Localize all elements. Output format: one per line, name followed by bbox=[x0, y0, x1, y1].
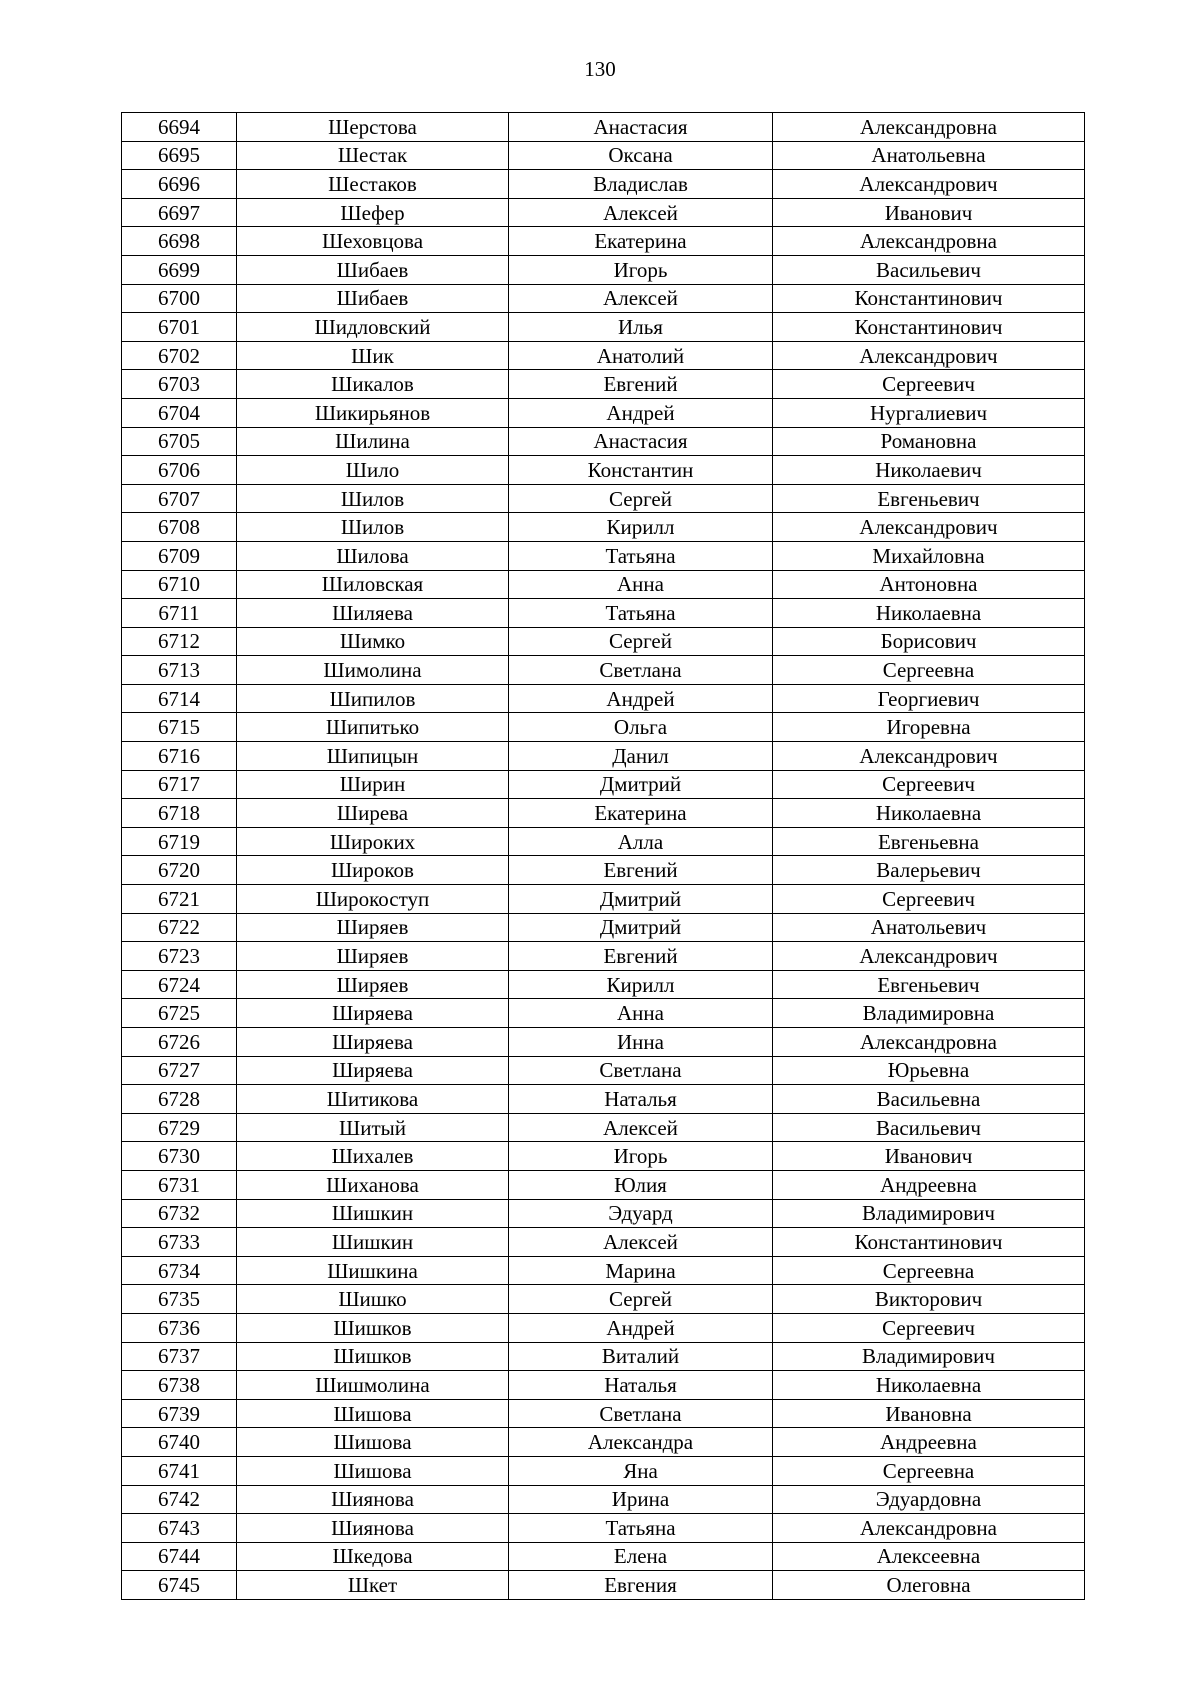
first-name-cell: Наталья bbox=[509, 1085, 773, 1114]
last-name-cell: Шидловский bbox=[237, 313, 509, 342]
last-name-cell: Широкоступ bbox=[237, 885, 509, 914]
patronymic-cell: Иванович bbox=[773, 1142, 1085, 1171]
last-name-cell: Ширяев bbox=[237, 970, 509, 999]
first-name-cell: Кирилл bbox=[509, 970, 773, 999]
patronymic-cell: Сергеевич bbox=[773, 370, 1085, 399]
patronymic-cell: Сергеевич bbox=[773, 885, 1085, 914]
last-name-cell: Шило bbox=[237, 456, 509, 485]
last-name-cell: Шипицын bbox=[237, 742, 509, 771]
first-name-cell: Владислав bbox=[509, 170, 773, 199]
patronymic-cell: Александрович bbox=[773, 513, 1085, 542]
patronymic-cell: Николаевич bbox=[773, 456, 1085, 485]
first-name-cell: Игорь bbox=[509, 1142, 773, 1171]
last-name-cell: Шиханова bbox=[237, 1170, 509, 1199]
row-number-cell: 6714 bbox=[122, 684, 237, 713]
last-name-cell: Шилова bbox=[237, 541, 509, 570]
first-name-cell: Сергей bbox=[509, 627, 773, 656]
last-name-cell: Шишкин bbox=[237, 1199, 509, 1228]
patronymic-cell: Александрович bbox=[773, 341, 1085, 370]
first-name-cell: Анатолий bbox=[509, 341, 773, 370]
first-name-cell: Сергей bbox=[509, 1285, 773, 1314]
table-row bbox=[122, 1028, 1085, 1057]
first-name-cell: Евгений bbox=[509, 856, 773, 885]
last-name-cell: Шипитько bbox=[237, 713, 509, 742]
last-name-cell: Ширин bbox=[237, 770, 509, 799]
patronymic-cell: Сергеевич bbox=[773, 1313, 1085, 1342]
row-number-cell: 6717 bbox=[122, 770, 237, 799]
row-number-cell: 6735 bbox=[122, 1285, 237, 1314]
last-name-cell: Шестак bbox=[237, 141, 509, 170]
row-number-cell: 6738 bbox=[122, 1371, 237, 1400]
last-name-cell: Шиянова bbox=[237, 1485, 509, 1514]
table-row bbox=[122, 313, 1085, 342]
first-name-cell: Светлана bbox=[509, 1056, 773, 1085]
last-name-cell: Шкедова bbox=[237, 1542, 509, 1571]
table-row bbox=[122, 198, 1085, 227]
table-row bbox=[122, 255, 1085, 284]
patronymic-cell: Владимирович bbox=[773, 1199, 1085, 1228]
row-number-cell: 6694 bbox=[122, 113, 237, 142]
names-table-body bbox=[122, 113, 1085, 1600]
patronymic-cell: Васильевна bbox=[773, 1085, 1085, 1114]
patronymic-cell: Андреевна bbox=[773, 1170, 1085, 1199]
row-number-cell: 6739 bbox=[122, 1399, 237, 1428]
first-name-cell: Константин bbox=[509, 456, 773, 485]
first-name-cell: Дмитрий bbox=[509, 885, 773, 914]
row-number-cell: 6713 bbox=[122, 656, 237, 685]
patronymic-cell: Анатольевна bbox=[773, 141, 1085, 170]
table-row bbox=[122, 513, 1085, 542]
patronymic-cell: Александровна bbox=[773, 1028, 1085, 1057]
patronymic-cell: Николаевна bbox=[773, 1371, 1085, 1400]
table-row bbox=[122, 856, 1085, 885]
last-name-cell: Ширяева bbox=[237, 1056, 509, 1085]
row-number-cell: 6705 bbox=[122, 427, 237, 456]
table-row bbox=[122, 113, 1085, 142]
table-row bbox=[122, 341, 1085, 370]
table-row bbox=[122, 999, 1085, 1028]
patronymic-cell: Александровна bbox=[773, 113, 1085, 142]
first-name-cell: Евгения bbox=[509, 1571, 773, 1600]
table-row bbox=[122, 1342, 1085, 1371]
table-row bbox=[122, 1085, 1085, 1114]
first-name-cell: Екатерина bbox=[509, 227, 773, 256]
table-row bbox=[122, 484, 1085, 513]
table-row bbox=[122, 284, 1085, 313]
patronymic-cell: Александровна bbox=[773, 227, 1085, 256]
row-number-cell: 6710 bbox=[122, 570, 237, 599]
first-name-cell: Евгений bbox=[509, 370, 773, 399]
table-row bbox=[122, 370, 1085, 399]
first-name-cell: Яна bbox=[509, 1456, 773, 1485]
row-number-cell: 6704 bbox=[122, 398, 237, 427]
table-row bbox=[122, 599, 1085, 628]
patronymic-cell: Николаевна bbox=[773, 799, 1085, 828]
first-name-cell: Андрей bbox=[509, 1313, 773, 1342]
row-number-cell: 6715 bbox=[122, 713, 237, 742]
row-number-cell: 6718 bbox=[122, 799, 237, 828]
table-row bbox=[122, 1313, 1085, 1342]
patronymic-cell: Васильевич bbox=[773, 1113, 1085, 1142]
table-row bbox=[122, 770, 1085, 799]
first-name-cell: Наталья bbox=[509, 1371, 773, 1400]
row-number-cell: 6708 bbox=[122, 513, 237, 542]
first-name-cell: Дмитрий bbox=[509, 770, 773, 799]
table-row bbox=[122, 1056, 1085, 1085]
table-row bbox=[122, 570, 1085, 599]
row-number-cell: 6736 bbox=[122, 1313, 237, 1342]
row-number-cell: 6722 bbox=[122, 913, 237, 942]
patronymic-cell: Георгиевич bbox=[773, 684, 1085, 713]
last-name-cell: Ширяев bbox=[237, 942, 509, 971]
last-name-cell: Шиляева bbox=[237, 599, 509, 628]
table-row bbox=[122, 1571, 1085, 1600]
table-row bbox=[122, 799, 1085, 828]
last-name-cell: Шимолина bbox=[237, 656, 509, 685]
last-name-cell: Ширяев bbox=[237, 913, 509, 942]
row-number-cell: 6703 bbox=[122, 370, 237, 399]
first-name-cell: Алексей bbox=[509, 1113, 773, 1142]
last-name-cell: Ширяева bbox=[237, 999, 509, 1028]
table-row bbox=[122, 1399, 1085, 1428]
table-row bbox=[122, 456, 1085, 485]
row-number-cell: 6733 bbox=[122, 1228, 237, 1257]
last-name-cell: Шикирьянов bbox=[237, 398, 509, 427]
last-name-cell: Шеховцова bbox=[237, 227, 509, 256]
row-number-cell: 6737 bbox=[122, 1342, 237, 1371]
last-name-cell: Шишков bbox=[237, 1342, 509, 1371]
first-name-cell: Данил bbox=[509, 742, 773, 771]
patronymic-cell: Юрьевна bbox=[773, 1056, 1085, 1085]
row-number-cell: 6731 bbox=[122, 1170, 237, 1199]
last-name-cell: Шиянова bbox=[237, 1514, 509, 1543]
last-name-cell: Широких bbox=[237, 827, 509, 856]
table-row bbox=[122, 1456, 1085, 1485]
last-name-cell: Шипилов bbox=[237, 684, 509, 713]
row-number-cell: 6695 bbox=[122, 141, 237, 170]
row-number-cell: 6734 bbox=[122, 1256, 237, 1285]
table-row bbox=[122, 942, 1085, 971]
row-number-cell: 6723 bbox=[122, 942, 237, 971]
table-row bbox=[122, 1371, 1085, 1400]
row-number-cell: 6724 bbox=[122, 970, 237, 999]
table-row bbox=[122, 427, 1085, 456]
page-number: 130 bbox=[584, 57, 616, 81]
table-row bbox=[122, 1485, 1085, 1514]
row-number-cell: 6712 bbox=[122, 627, 237, 656]
row-number-cell: 6726 bbox=[122, 1028, 237, 1057]
row-number-cell: 6721 bbox=[122, 885, 237, 914]
patronymic-cell: Алексеевна bbox=[773, 1542, 1085, 1571]
table-row bbox=[122, 1228, 1085, 1257]
first-name-cell: Юлия bbox=[509, 1170, 773, 1199]
first-name-cell: Сергей bbox=[509, 484, 773, 513]
last-name-cell: Шик bbox=[237, 341, 509, 370]
last-name-cell: Шикалов bbox=[237, 370, 509, 399]
first-name-cell: Евгений bbox=[509, 942, 773, 971]
patronymic-cell: Борисович bbox=[773, 627, 1085, 656]
table-row bbox=[122, 227, 1085, 256]
patronymic-cell: Николаевна bbox=[773, 599, 1085, 628]
table-row bbox=[122, 742, 1085, 771]
patronymic-cell: Константинович bbox=[773, 1228, 1085, 1257]
table-row bbox=[122, 1256, 1085, 1285]
last-name-cell: Шишков bbox=[237, 1313, 509, 1342]
names-table bbox=[121, 112, 1085, 1600]
patronymic-cell: Александрович bbox=[773, 170, 1085, 199]
patronymic-cell: Анатольевич bbox=[773, 913, 1085, 942]
first-name-cell: Алексей bbox=[509, 198, 773, 227]
last-name-cell: Шимко bbox=[237, 627, 509, 656]
first-name-cell: Ольга bbox=[509, 713, 773, 742]
patronymic-cell: Владимирович bbox=[773, 1342, 1085, 1371]
row-number-cell: 6740 bbox=[122, 1428, 237, 1457]
last-name-cell: Шкет bbox=[237, 1571, 509, 1600]
first-name-cell: Анастасия bbox=[509, 113, 773, 142]
patronymic-cell: Евгеньевич bbox=[773, 484, 1085, 513]
row-number-cell: 6728 bbox=[122, 1085, 237, 1114]
last-name-cell: Широков bbox=[237, 856, 509, 885]
patronymic-cell: Евгеньевна bbox=[773, 827, 1085, 856]
patronymic-cell: Константинович bbox=[773, 284, 1085, 313]
last-name-cell: Шишмолина bbox=[237, 1371, 509, 1400]
patronymic-cell: Андреевна bbox=[773, 1428, 1085, 1457]
row-number-cell: 6725 bbox=[122, 999, 237, 1028]
last-name-cell: Шилов bbox=[237, 513, 509, 542]
last-name-cell: Шихалев bbox=[237, 1142, 509, 1171]
patronymic-cell: Сергеевна bbox=[773, 1256, 1085, 1285]
last-name-cell: Шефер bbox=[237, 198, 509, 227]
row-number-cell: 6729 bbox=[122, 1113, 237, 1142]
patronymic-cell: Ивановна bbox=[773, 1399, 1085, 1428]
first-name-cell: Татьяна bbox=[509, 541, 773, 570]
first-name-cell: Екатерина bbox=[509, 799, 773, 828]
patronymic-cell: Александровна bbox=[773, 1514, 1085, 1543]
first-name-cell: Алла bbox=[509, 827, 773, 856]
row-number-cell: 6716 bbox=[122, 742, 237, 771]
row-number-cell: 6697 bbox=[122, 198, 237, 227]
table-row bbox=[122, 713, 1085, 742]
row-number-cell: 6700 bbox=[122, 284, 237, 313]
first-name-cell: Дмитрий bbox=[509, 913, 773, 942]
last-name-cell: Шишова bbox=[237, 1456, 509, 1485]
first-name-cell: Татьяна bbox=[509, 1514, 773, 1543]
last-name-cell: Шерстова bbox=[237, 113, 509, 142]
table-row bbox=[122, 1113, 1085, 1142]
table-row bbox=[122, 684, 1085, 713]
patronymic-cell: Владимировна bbox=[773, 999, 1085, 1028]
last-name-cell: Шибаев bbox=[237, 255, 509, 284]
row-number-cell: 6742 bbox=[122, 1485, 237, 1514]
last-name-cell: Шиловская bbox=[237, 570, 509, 599]
patronymic-cell: Васильевич bbox=[773, 255, 1085, 284]
row-number-cell: 6732 bbox=[122, 1199, 237, 1228]
first-name-cell: Ирина bbox=[509, 1485, 773, 1514]
patronymic-cell: Сергеевна bbox=[773, 1456, 1085, 1485]
table-row bbox=[122, 1199, 1085, 1228]
row-number-cell: 6701 bbox=[122, 313, 237, 342]
row-number-cell: 6699 bbox=[122, 255, 237, 284]
last-name-cell: Ширева bbox=[237, 799, 509, 828]
row-number-cell: 6727 bbox=[122, 1056, 237, 1085]
patronymic-cell: Игоревна bbox=[773, 713, 1085, 742]
first-name-cell: Светлана bbox=[509, 656, 773, 685]
patronymic-cell: Михайловна bbox=[773, 541, 1085, 570]
patronymic-cell: Сергеевич bbox=[773, 770, 1085, 799]
table-row bbox=[122, 627, 1085, 656]
first-name-cell: Анастасия bbox=[509, 427, 773, 456]
row-number-cell: 6743 bbox=[122, 1514, 237, 1543]
first-name-cell: Татьяна bbox=[509, 599, 773, 628]
first-name-cell: Андрей bbox=[509, 398, 773, 427]
last-name-cell: Шишова bbox=[237, 1428, 509, 1457]
table-row bbox=[122, 1514, 1085, 1543]
table-row bbox=[122, 913, 1085, 942]
table-row bbox=[122, 827, 1085, 856]
row-number-cell: 6702 bbox=[122, 341, 237, 370]
first-name-cell: Андрей bbox=[509, 684, 773, 713]
row-number-cell: 6711 bbox=[122, 599, 237, 628]
patronymic-cell: Олеговна bbox=[773, 1571, 1085, 1600]
last-name-cell: Шитый bbox=[237, 1113, 509, 1142]
first-name-cell: Оксана bbox=[509, 141, 773, 170]
first-name-cell: Виталий bbox=[509, 1342, 773, 1371]
table-row bbox=[122, 1542, 1085, 1571]
row-number-cell: 6706 bbox=[122, 456, 237, 485]
last-name-cell: Шишкина bbox=[237, 1256, 509, 1285]
first-name-cell: Кирилл bbox=[509, 513, 773, 542]
last-name-cell: Шестаков bbox=[237, 170, 509, 199]
table-row bbox=[122, 398, 1085, 427]
table-row bbox=[122, 541, 1085, 570]
last-name-cell: Шишова bbox=[237, 1399, 509, 1428]
first-name-cell: Марина bbox=[509, 1256, 773, 1285]
table-row bbox=[122, 141, 1085, 170]
last-name-cell: Шишко bbox=[237, 1285, 509, 1314]
first-name-cell: Эдуард bbox=[509, 1199, 773, 1228]
first-name-cell: Елена bbox=[509, 1542, 773, 1571]
row-number-cell: 6744 bbox=[122, 1542, 237, 1571]
last-name-cell: Шилов bbox=[237, 484, 509, 513]
first-name-cell: Алексей bbox=[509, 284, 773, 313]
first-name-cell: Александра bbox=[509, 1428, 773, 1457]
first-name-cell: Илья bbox=[509, 313, 773, 342]
row-number-cell: 6741 bbox=[122, 1456, 237, 1485]
patronymic-cell: Александрович bbox=[773, 742, 1085, 771]
patronymic-cell: Валерьевич bbox=[773, 856, 1085, 885]
table-row bbox=[122, 656, 1085, 685]
first-name-cell: Игорь bbox=[509, 255, 773, 284]
row-number-cell: 6707 bbox=[122, 484, 237, 513]
patronymic-cell: Антоновна bbox=[773, 570, 1085, 599]
row-number-cell: 6696 bbox=[122, 170, 237, 199]
patronymic-cell: Викторович bbox=[773, 1285, 1085, 1314]
row-number-cell: 6730 bbox=[122, 1142, 237, 1171]
patronymic-cell: Нургалиевич bbox=[773, 398, 1085, 427]
patronymic-cell: Евгеньевич bbox=[773, 970, 1085, 999]
last-name-cell: Шишкин bbox=[237, 1228, 509, 1257]
patronymic-cell: Константинович bbox=[773, 313, 1085, 342]
patronymic-cell: Романовна bbox=[773, 427, 1085, 456]
first-name-cell: Светлана bbox=[509, 1399, 773, 1428]
row-number-cell: 6720 bbox=[122, 856, 237, 885]
patronymic-cell: Эдуардовна bbox=[773, 1485, 1085, 1514]
table-row bbox=[122, 170, 1085, 199]
table-row bbox=[122, 970, 1085, 999]
first-name-cell: Алексей bbox=[509, 1228, 773, 1257]
patronymic-cell: Сергеевна bbox=[773, 656, 1085, 685]
last-name-cell: Ширяева bbox=[237, 1028, 509, 1057]
last-name-cell: Шитикова bbox=[237, 1085, 509, 1114]
first-name-cell: Анна bbox=[509, 570, 773, 599]
row-number-cell: 6745 bbox=[122, 1571, 237, 1600]
first-name-cell: Анна bbox=[509, 999, 773, 1028]
row-number-cell: 6698 bbox=[122, 227, 237, 256]
patronymic-cell: Иванович bbox=[773, 198, 1085, 227]
row-number-cell: 6719 bbox=[122, 827, 237, 856]
first-name-cell: Инна bbox=[509, 1028, 773, 1057]
last-name-cell: Шибаев bbox=[237, 284, 509, 313]
last-name-cell: Шилина bbox=[237, 427, 509, 456]
table-row bbox=[122, 1142, 1085, 1171]
table-row bbox=[122, 1428, 1085, 1457]
table-row bbox=[122, 1170, 1085, 1199]
table-row bbox=[122, 1285, 1085, 1314]
table-row bbox=[122, 885, 1085, 914]
patronymic-cell: Александрович bbox=[773, 942, 1085, 971]
row-number-cell: 6709 bbox=[122, 541, 237, 570]
